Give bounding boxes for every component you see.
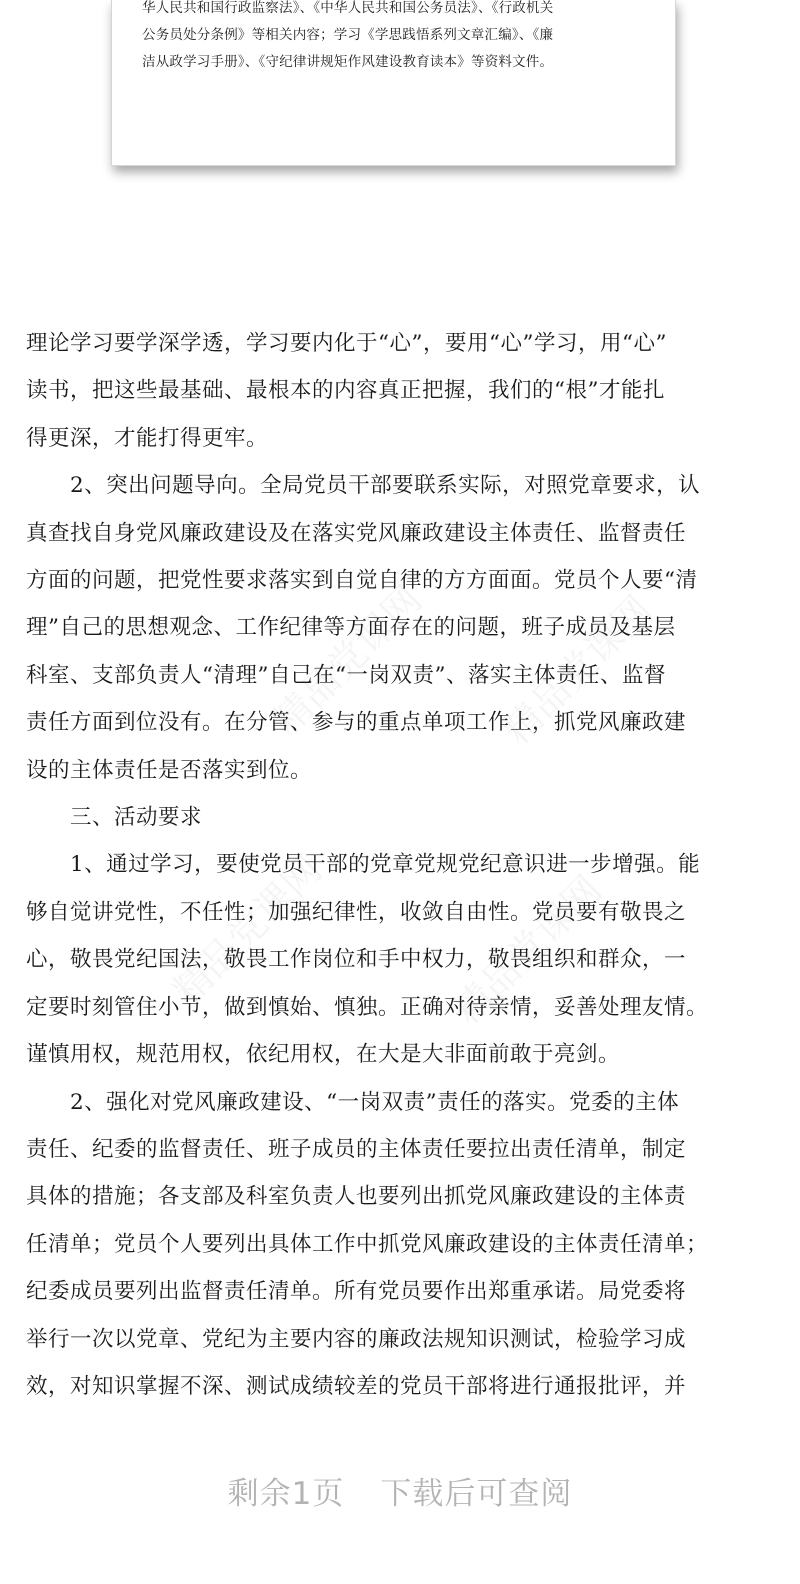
- watermark-text: 精品党课网: [164, 847, 331, 1013]
- body-line: 责任、纪委的监督责任、班子成员的主体责任要拉出责任清单，制定: [26, 1136, 687, 1162]
- body-line: 得更深，才能打得更牢。: [26, 425, 269, 451]
- body-line: 科室、支部负责人“清理”自己在“一岗双责”、落实主体责任、监督: [26, 662, 666, 688]
- body-line: 任清单；党员个人要列出具体工作中抓党风廉政建设的主体责任清单；: [26, 1231, 709, 1257]
- body-line: 读书，把这些最基础、最根本的内容真正把握，我们的“根”才能扎: [26, 378, 665, 404]
- body-line: 定要时刻管住小节，做到慎始、慎独。正确对待亲情，妥善处理友情。: [26, 994, 709, 1020]
- remaining-pages-label: 剩余1页: [227, 1476, 345, 1512]
- body-line: 设的主体责任是否落实到位。: [26, 757, 313, 783]
- body-line: 具体的措施；各支部及科室负责人也要列出抓党风廉政建设的主体责: [26, 1184, 687, 1210]
- body-line: 2、突出问题导向。全局党员干部要联系实际，对照党章要求，认: [70, 473, 701, 499]
- body-line: 责任方面到位没有。在分管、参与的重点单项工作上，抓党风廉政建: [26, 710, 687, 736]
- body-line: 纪委成员要列出监督责任清单。所有党员要作出郑重承诺。局党委将: [26, 1279, 687, 1305]
- preview-line: 公务员处分条例》等相关内容；学习《学思践悟系列文章汇编》、《廉: [142, 27, 554, 43]
- body-line: 方面的问题，把党性要求落实到自觉自律的方方面面。党员个人要“清: [26, 568, 698, 594]
- body-line: 1、通过学习，要使党员干部的党章党规党纪意识进一步增强。能: [70, 852, 701, 878]
- body-line: 谨慎用权，规范用权，依纪用权，在大是大非面前敢于亮剑。: [26, 1042, 621, 1068]
- body-line: 够自觉讲党性，不任性；加强纪律性，收敛自由性。党员要有敬畏之: [26, 899, 687, 925]
- watermark-text: 精品党课网: [494, 587, 661, 753]
- watermark-text: 精品党课网: [444, 867, 611, 1033]
- body-line: 理论学习要学深学透，学习要内化于“心”，要用“心”学习，用“心”: [26, 331, 667, 356]
- document-preview-card: [111, 0, 676, 166]
- document-body: [26, 320, 772, 1410]
- remaining-pages-notice[interactable]: [0, 1468, 800, 1513]
- body-line: 举行一次以党章、党纪为主要内容的廉政法规知识测试，检验学习成: [26, 1326, 687, 1352]
- body-line: 理”自己的思想观念、工作纪律等方面存在的问题，班子成员及基层: [26, 615, 676, 641]
- download-hint-label: 下载后可查阅: [380, 1476, 573, 1512]
- body-line: 真查找自身党风廉政建设及在落实党风廉政建设主体责任、监督责任: [26, 520, 687, 546]
- preview-line: 洁从政学习手册》、《守纪律讲规矩作风建设教育读本》等资料文件。: [142, 54, 554, 70]
- preview-line: 华人民共和国行政监察法》、《中华人民共和国公务员法》、《行政机关: [142, 0, 554, 16]
- body-line: 2、强化对党风廉政建设、“一岗双责”责任的落实。党委的主体: [70, 1089, 680, 1115]
- body-line: 效，对知识掌握不深、测试成绩较差的党员干部将进行通报批评，并: [26, 1373, 687, 1399]
- section-heading: 三、活动要求: [70, 805, 203, 831]
- body-line: 心，敬畏党纪国法，敬畏工作岗位和手中权力，敬畏组织和群众，一: [26, 947, 687, 973]
- watermark-text: 精品党课网: [264, 577, 431, 743]
